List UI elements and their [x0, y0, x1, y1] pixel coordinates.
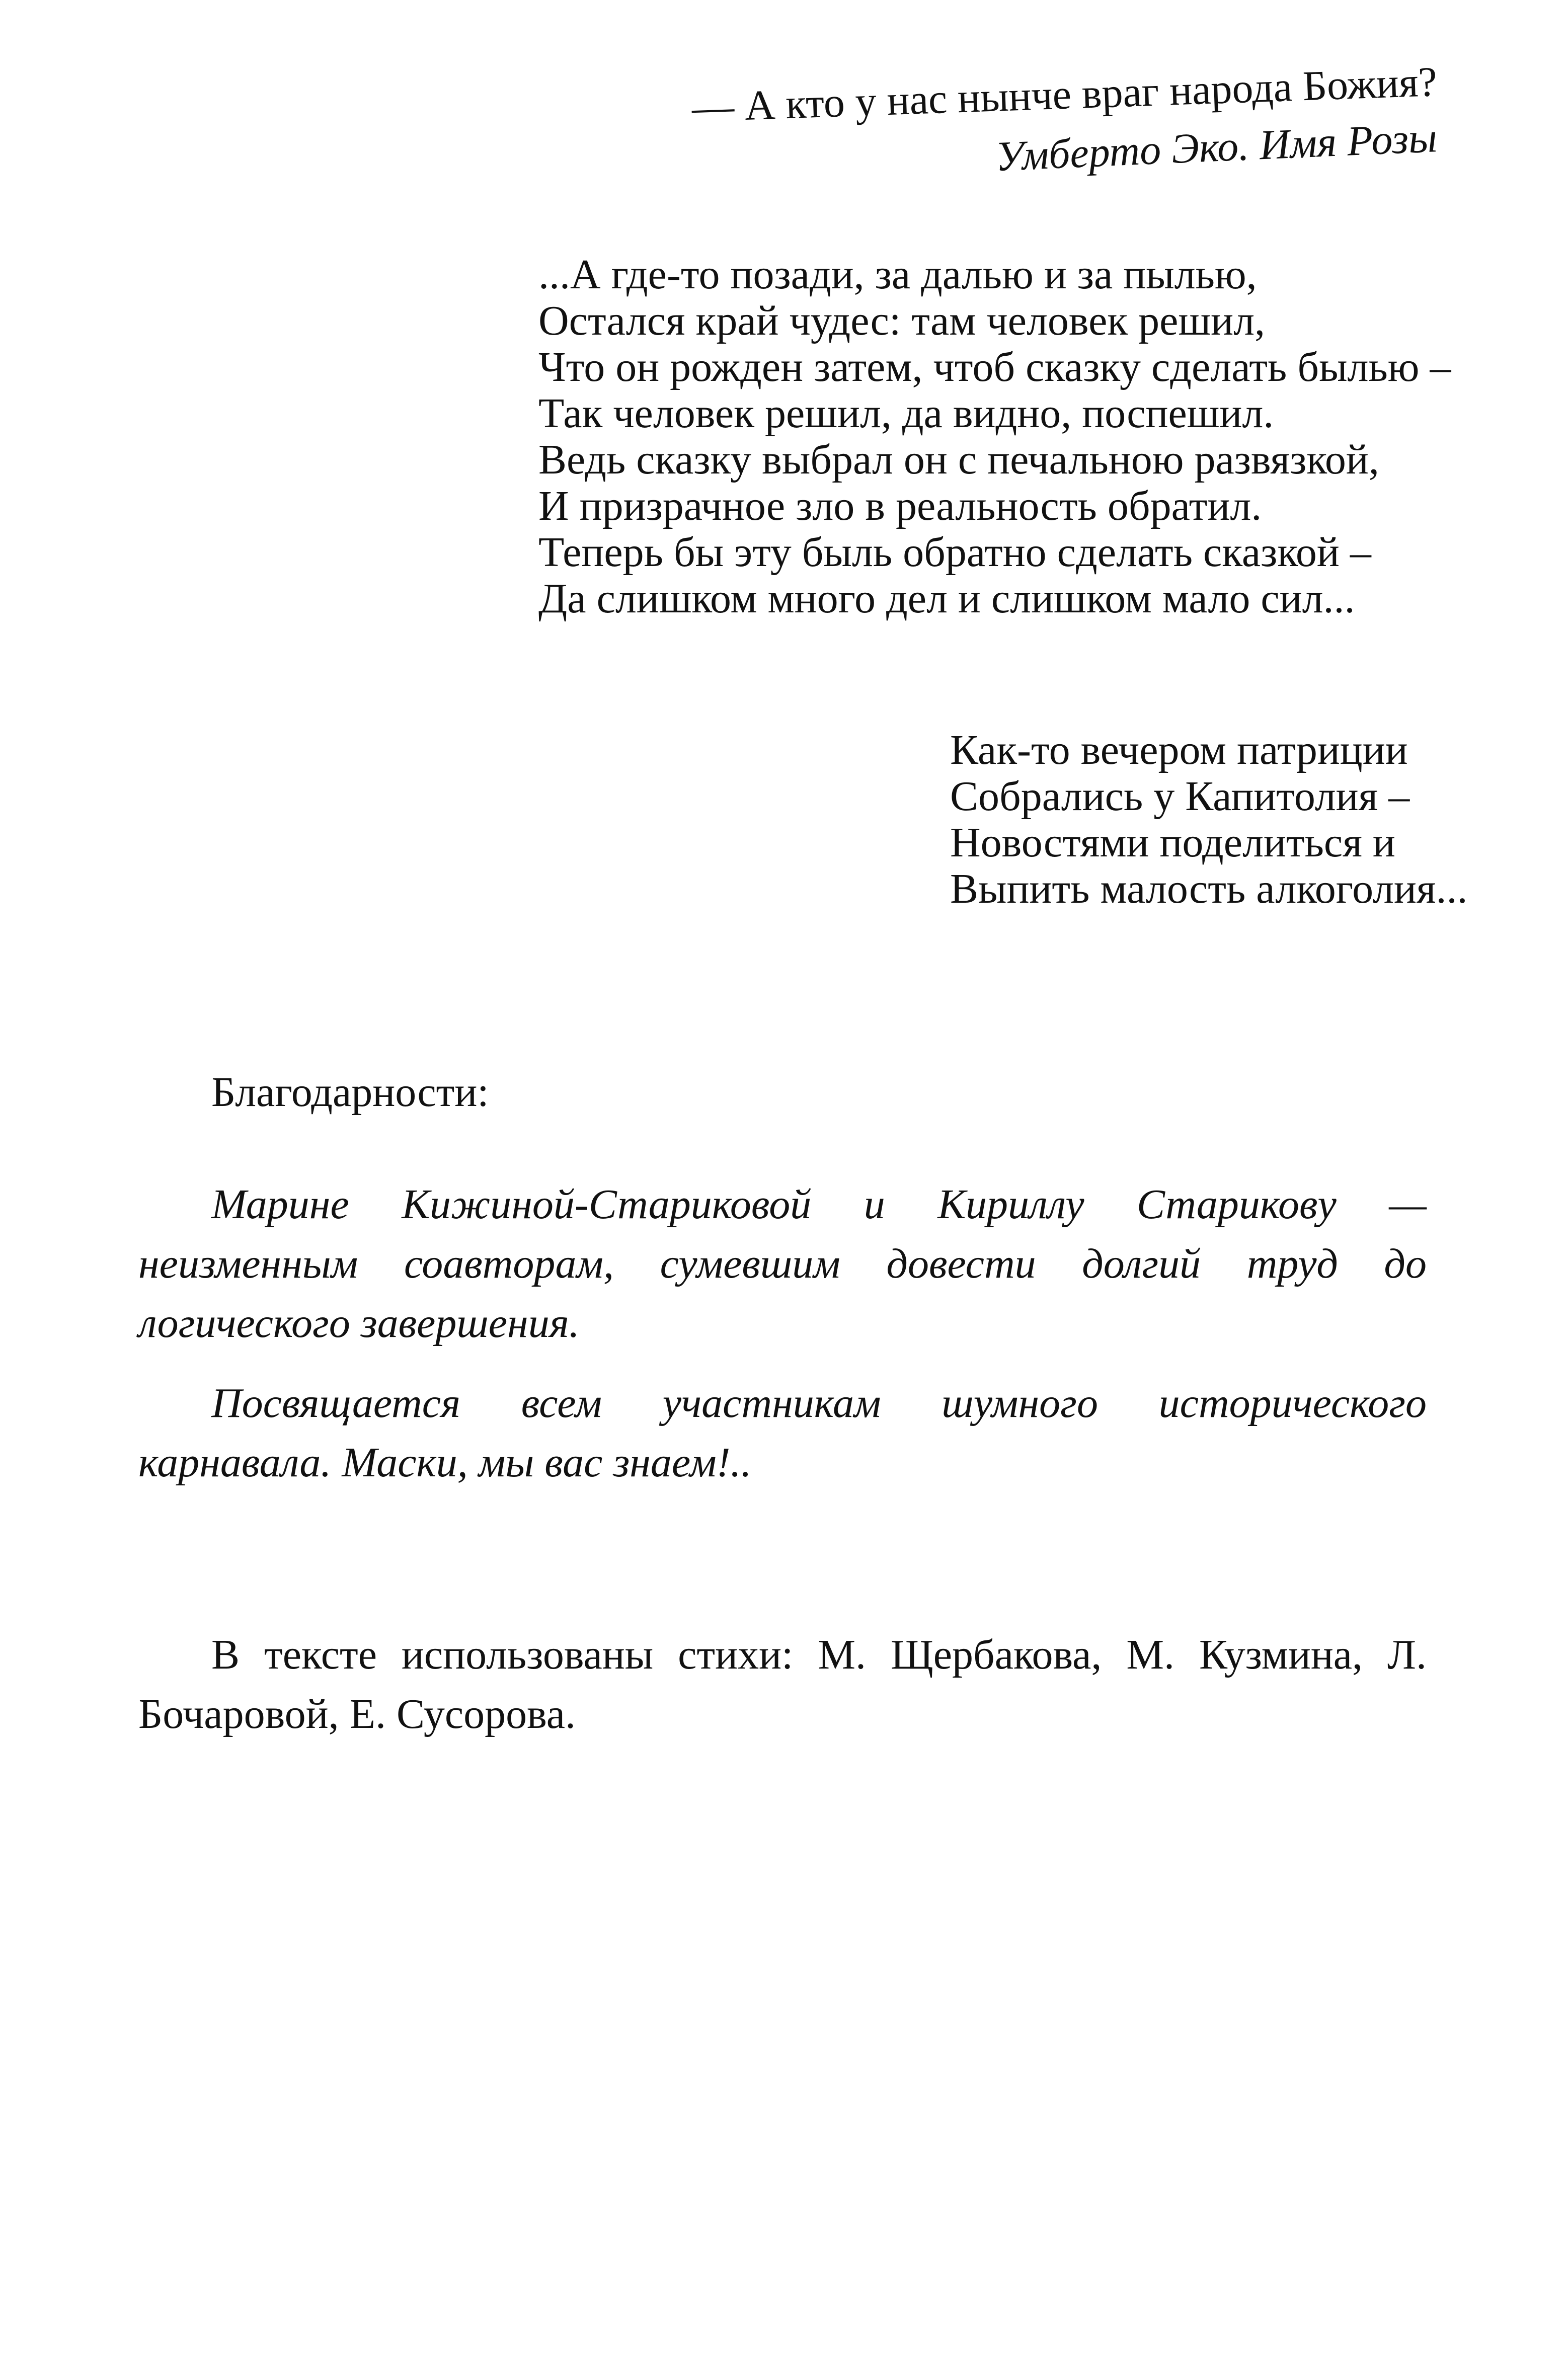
poem-line: Как-то вечером патриции — [950, 727, 1408, 773]
poem-second — [950, 727, 1468, 912]
poem-line: Выпить малость алкоголия... — [950, 865, 1468, 912]
thanks-heading: Благодарности: — [211, 1069, 489, 1116]
poem-line: Теперь бы эту быль обратно сделать сказкой – — [538, 529, 1371, 576]
poem-line: Новостями поделиться и — [950, 819, 1395, 866]
poem-line: Ведь сказку выбрал он с печальною развязкой, — [538, 436, 1379, 483]
dedication-paragraph: Посвящается всем участникам шумного исторического карнавала. Маски, мы вас знаем!.. — [138, 1380, 1427, 1486]
poem-first — [538, 252, 1451, 622]
poem-line: ...А где-то позади, за далью и за пылью, — [538, 251, 1257, 298]
poem-line: Собрались у Капитолия – — [950, 773, 1410, 820]
poem-line: Что он рожден затем, чтоб сказку сделать былью – — [538, 344, 1451, 390]
poem-line: Так человек решил, да видно, поспешил. — [538, 390, 1274, 437]
epigraph-quote: — А кто у нас нынче враг народа Божия? — [691, 58, 1438, 131]
poem-line: Остался край чудес: там человек решил, — [538, 297, 1265, 344]
poem-line: И призрачное зло в реальность обратил. — [538, 483, 1262, 529]
epigraph-source: Умберто Эко. Имя Розы — [994, 114, 1439, 181]
credits-paragraph: В тексте использованы стихи: М. Щербакова, М. Кузмина, Л. Бочаровой, Е. Сусорова. — [138, 1631, 1427, 1737]
thanks-paragraph: Марине Кижиной-Стариковой и Кириллу Старикову — неизменным соавторам, сумевшим довести долгий труд до логического завершения. — [138, 1181, 1427, 1347]
poem-line: Да слишком много дел и слишком мало сил... — [538, 575, 1355, 622]
epigraph — [691, 55, 1439, 181]
